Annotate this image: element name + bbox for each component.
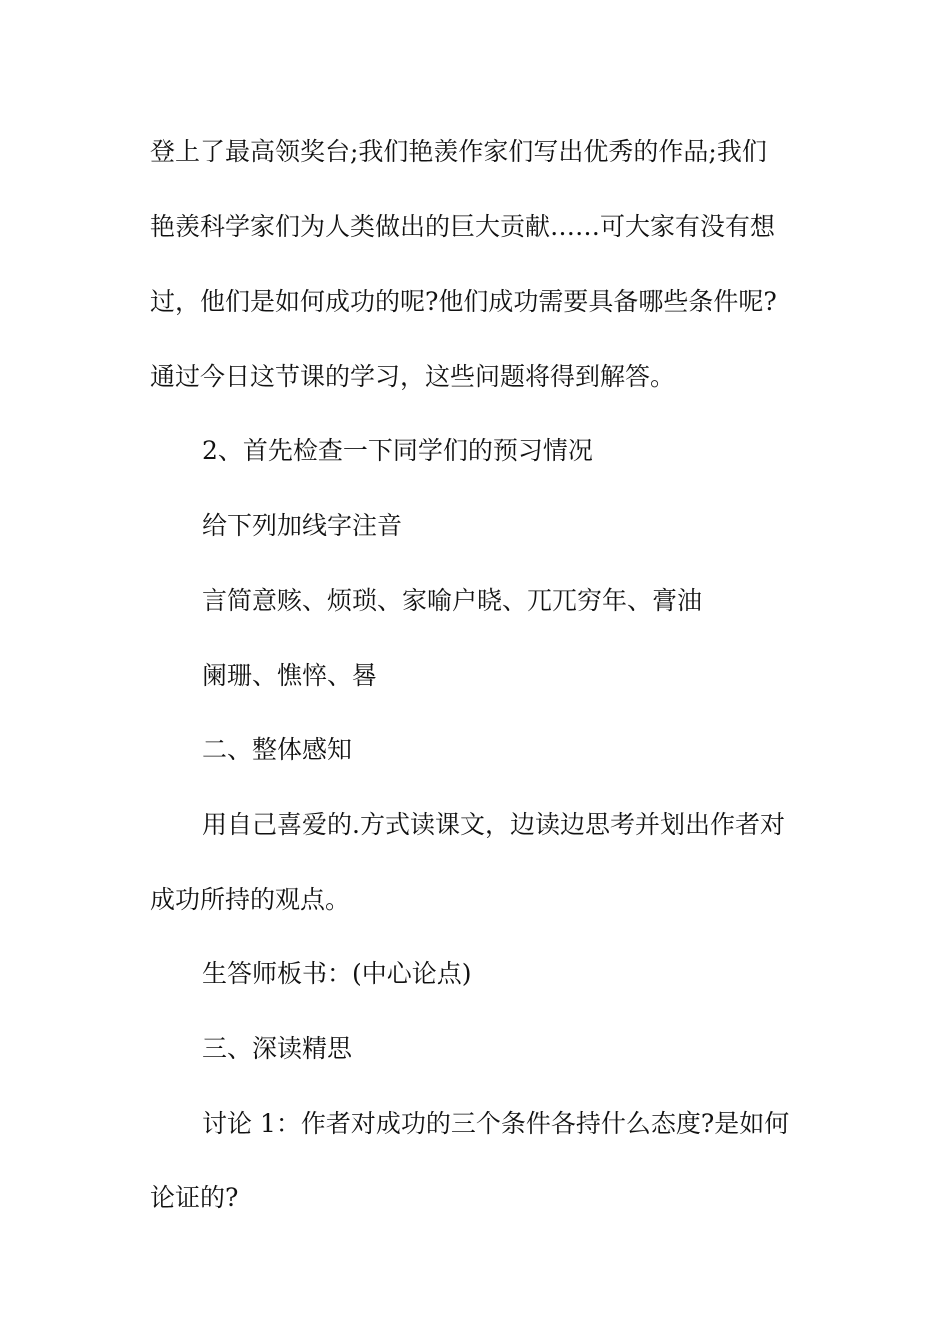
discussion-1-line-1: 讨论 1：作者对成功的三个条件各持什么态度?是如何 bbox=[202, 1109, 790, 1138]
word-list-line-1: 言简意赅、烦琐、家喻户晓、兀兀穷年、膏油 bbox=[202, 586, 703, 615]
step-2-heading: 2、首先检查一下同学们的预习情况 bbox=[202, 436, 593, 465]
paragraph-1-line-4: 通过今日这节课的学习，这些问题将得到解答。 bbox=[150, 362, 676, 391]
reading-task-line-2: 成功所持的观点。 bbox=[150, 885, 351, 914]
discussion-1-line-2: 论证的? bbox=[150, 1183, 239, 1212]
word-list-line-2: 阑珊、憔悴、晷 bbox=[202, 661, 378, 690]
reading-task-line-1: 用自己喜爱的.方式读课文，边读边思考并划出作者对 bbox=[202, 810, 785, 839]
paragraph-1-line-2: 艳羡科学家们为人类做出的巨大贡献……可大家有没有想 bbox=[150, 212, 776, 241]
paragraph-1-line-1: 登上了最高领奖台;我们艳羡作家们写出优秀的作品;我们 bbox=[150, 137, 767, 166]
section-3-heading: 三、深读精思 bbox=[202, 1034, 353, 1063]
paragraph-1-line-3: 过，他们是如何成功的呢?他们成功需要具备哪些条件呢? bbox=[150, 287, 777, 316]
section-2-heading: 二、整体感知 bbox=[202, 735, 353, 764]
phonetic-task: 给下列加线字注音 bbox=[202, 511, 403, 540]
board-note: 生答师板书：(中心论点) bbox=[202, 959, 472, 988]
